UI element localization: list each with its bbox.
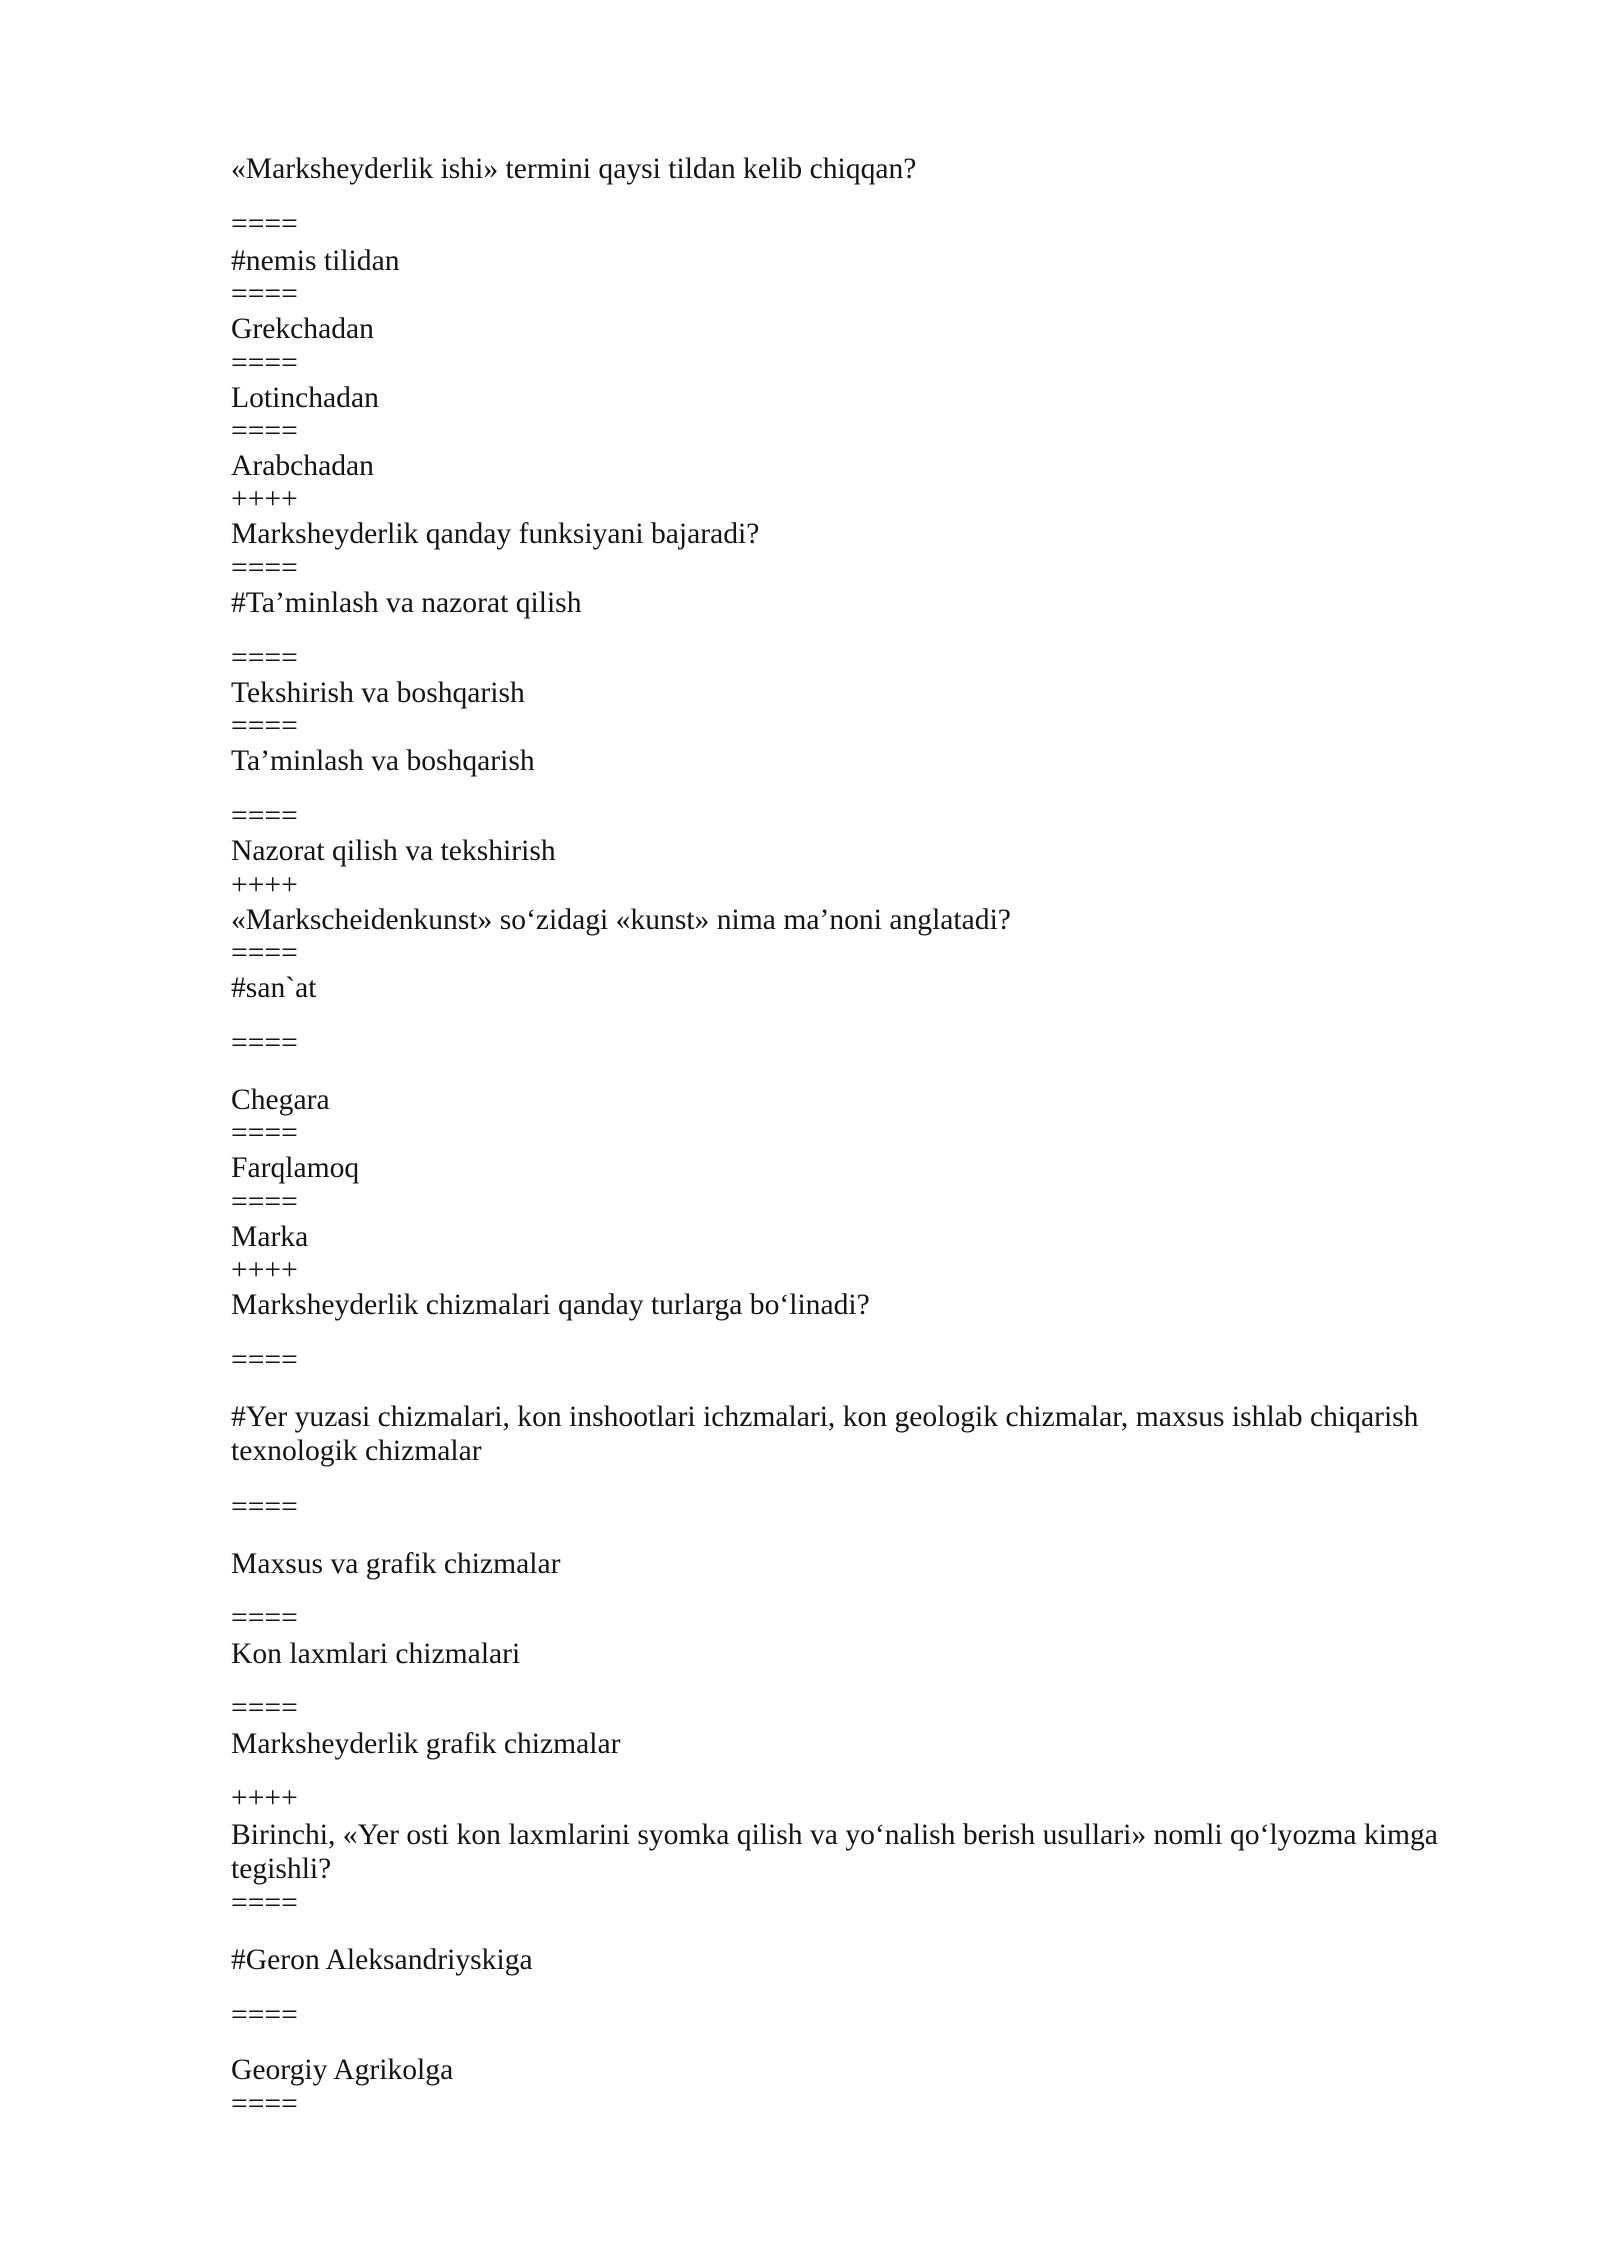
answer-option: Arabchadan — [231, 450, 374, 482]
answer-option: Kon laxmlari chizmalari — [231, 1638, 521, 1670]
answer-option: Marksheyderlik grafik chizmalar — [231, 1728, 621, 1760]
answer-separator: ==== — [231, 2088, 298, 2120]
answer-separator: ==== — [231, 1887, 298, 1919]
answer-option-correct: #Yer yuzasi chizmalari, kon inshootlari ichzmalari, kon geologik chizmalar, maxsus ishlab chiqarish texnologik chizmalar — [231, 1401, 1419, 1467]
answer-separator: ==== — [231, 1999, 298, 2031]
answer-separator: ==== — [231, 415, 298, 447]
answer-separator: ==== — [231, 1117, 298, 1149]
answer-option-correct: #san`at — [231, 972, 317, 1004]
question-text: Marksheyderlik chizmalari qanday turlarga bo‘linadi? — [231, 1289, 870, 1321]
answer-option: Lotinchadan — [231, 382, 379, 414]
question-separator: ++++ — [231, 483, 298, 515]
answer-separator: ==== — [231, 1186, 298, 1218]
answer-separator: ==== — [231, 1027, 298, 1059]
answer-option: Tekshirish va boshqarish — [231, 677, 525, 709]
question-text: Birinchi, «Yer osti kon laxmlarini syomka qilish va yo‘nalish berish usullari» nomli qo‘lyozma kimga tegishli? — [231, 1819, 1438, 1885]
answer-option: Maxsus va grafik chizmalar — [231, 1548, 561, 1580]
answer-separator: ==== — [231, 1602, 298, 1634]
answer-separator: ==== — [231, 1344, 298, 1376]
answer-separator: ==== — [231, 1491, 298, 1523]
question-separator: ++++ — [231, 1254, 298, 1286]
answer-option: Nazorat qilish va tekshirish — [231, 835, 556, 867]
answer-separator: ==== — [231, 347, 298, 379]
question-separator: ++++ — [231, 1782, 298, 1814]
answer-separator: ==== — [231, 800, 298, 832]
answer-separator: ==== — [231, 1692, 298, 1724]
question-text: Marksheyderlik qanday funksiyani bajaradi? — [231, 518, 760, 550]
answer-option: Farqlamoq — [231, 1152, 360, 1184]
answer-separator: ==== — [231, 208, 298, 240]
answer-option-correct: #Ta’minlash va nazorat qilish — [231, 587, 582, 619]
answer-option: Chegara — [231, 1084, 330, 1116]
answer-option: Georgiy Agrikolga — [231, 2054, 454, 2086]
question-text: «Marksheyderlik ishi» termini qaysi tildan kelib chiqqan? — [231, 153, 917, 185]
question-separator: ++++ — [231, 869, 298, 901]
answer-separator: ==== — [231, 642, 298, 674]
answer-option: Grekchadan — [231, 313, 374, 345]
answer-separator: ==== — [231, 710, 298, 742]
answer-option: Ta’minlash va boshqarish — [231, 745, 535, 777]
answer-option: Marka — [231, 1221, 309, 1253]
answer-separator: ==== — [231, 937, 298, 969]
answer-separator: ==== — [231, 552, 298, 584]
question-text: «Markscheidenkunst» so‘zidagi «kunst» nima ma’noni anglatadi? — [231, 904, 1011, 936]
answer-separator: ==== — [231, 278, 298, 310]
answer-option-correct: #Geron Aleksandriyskiga — [231, 1944, 533, 1976]
answer-option-correct: #nemis tilidan — [231, 245, 400, 277]
